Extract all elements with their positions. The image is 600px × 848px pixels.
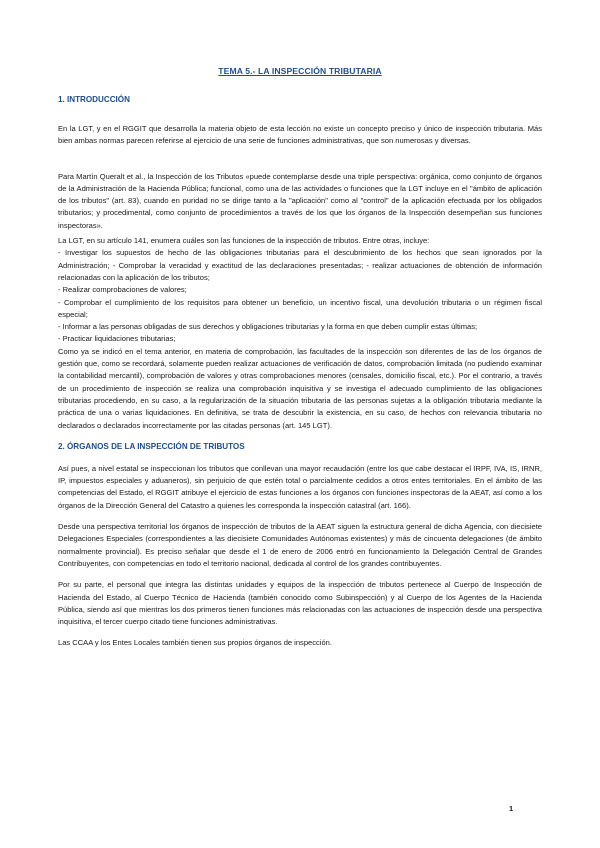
paragraph: Así pues, a nivel estatal se inspeccionan los tributos que conllevan una mayor recaudación (entre los que cabe destacar el IRPF, IVA, IS, IRNR, IP, impuestos especiales y aduaneros), sin perjuicio de que estén total o parcialmente cedidos a otros entes territoriales. En el ámbito de las competencias del Estado, el RGGIT atribuye el ejercicio de estas funciones a los órganos con funciones inspectoras de la AEAT, así como a los órganos de la Dirección General del Catastro a quienes les corresponda la inspección catastral (art. 166). xyxy=(58,463,542,510)
paragraph: Desde una perspectiva territorial los órganos de inspección de tributos de la AEAT siguen la estructura general de dicha Agencia, con diecisiete Delegaciones Especiales (correspondientes a las diecisiete Comunidades Autónomas existentes) y más de cincuenta delegaciones (de ámbito normalmente provincial). Es preciso señalar que desde el 1 de enero de 2006 entró en funcionamiento la Delegación Central de Grandes Contribuyentes, con competencias en todo el territorio nacional, dedicada al control de los grandes contribuyentes. xyxy=(58,522,542,568)
section-heading-organos: 2. ÓRGANOS DE LA INSPECCIÓN DE TRIBUTOS xyxy=(58,441,245,451)
list-item: - Comprobar el cumplimiento de los requisitos para obtener un beneficio, un incentivo fiscal, una devolución tributaria o un régimen fiscal especial; xyxy=(58,297,542,319)
paragraph: Para Martín Queralt et al., la Inspección de los Tributos «puede contemplarse desde una triple perspectiva: orgánica, como conjunto de órganos de la Administración de la Hacienda Pública; funcional, como una de las actividades o funciones que la LGT incluye en el "ámbito de aplicación de los tributos" (art. 83), cuando en puridad no se dirige tanto a la "aplicación" como al "control" de la aplicación efectuada por los obligados tributarios; y procedimental, como conjunto de procedimientos a través de los que los órganos de la Inspección desempeñan sus funciones inspectoras». xyxy=(58,171,542,230)
list-item: - Practicar liquidaciones tributarias; xyxy=(58,334,176,344)
list-item: - Informar a las personas obligadas de sus derechos y obligaciones tributarias y la forma en que deben cumplir estas últimas; xyxy=(58,322,478,332)
list-item: - Investigar los supuestos de hecho de las obligaciones tributarias para el descubrimiento de los hechos que sean ignorados por la Administración; - Comprobar la veracidad y exactitud de las declaraciones presentadas; - realizar actuaciones de obtención de información relacionadas con la aplicación de los tributos; xyxy=(58,248,542,282)
paragraph: Por su parte, el personal que integra las distintas unidades y equipos de la inspección de tributos pertenece al Cuerpo de Inspección de Hacienda del Estado, al Cuerpo Técnico de Hacienda (también conocido como Subinspección) y al Cuerpo de los Agentes de la Hacienda Pública, siendo así que mientras los dos primeros tienen funciones más relacionadas con las actuaciones de inspección desde una perspectiva inquisitiva, el tercer cuerpo citado tiene funciones administrativas. xyxy=(58,580,542,627)
paragraph: Como ya se indicó en el tema anterior, en materia de comprobación, las facultades de la inspección son diferentes de las de los órganos de gestión que, como se recordará, solamente pueden realizar actuaciones de verificación de datos, comprobación limitada (no pudiendo examinar la contabilidad mercantil), comprobación de valores y otras comprobaciones menores (censales, domicilio fiscal, etc.). Por el contrario, a través de un procedimiento de inspección se realiza una comprobación inquisitiva y se investiga el adecuado cumplimiento de las obligaciones tributarias procediendo, en su caso, a la regularización de la situación tributaria de las personas sujetas a la obligación tributaria mediante la práctica de una o varias liquidaciones. En definitiva, se trata de descubrir la existencia, en su caso, de hechos con relevancia tributaria no declarados o declarados incorrectamente por las citadas personas (art. 145 LGT). xyxy=(58,346,542,430)
section-heading-introduccion: 1. INTRODUCCIÓN xyxy=(58,95,130,104)
document-title: TEMA 5.- LA INSPECCIÓN TRIBUTARIA xyxy=(218,66,382,76)
page-number: 1 xyxy=(509,804,514,813)
paragraph: La LGT, en su artículo 141, enumera cuáles son las funciones de la inspección de tributos. Entre otras, incluye: xyxy=(58,236,430,246)
paragraph: Las CCAA y los Entes Locales también tienen sus propios órganos de inspección. xyxy=(58,638,332,648)
paragraph: En la LGT, y en el RGGIT que desarrolla la materia objeto de esta lección no existe un concepto preciso y único de inspección tributaria. Más bien ambas normas parecen referirse al ejercicio de una serie de funciones administrativas, que son numerosas y diversas. xyxy=(58,124,542,146)
list-item: - Realizar comprobaciones de valores; xyxy=(58,285,187,295)
